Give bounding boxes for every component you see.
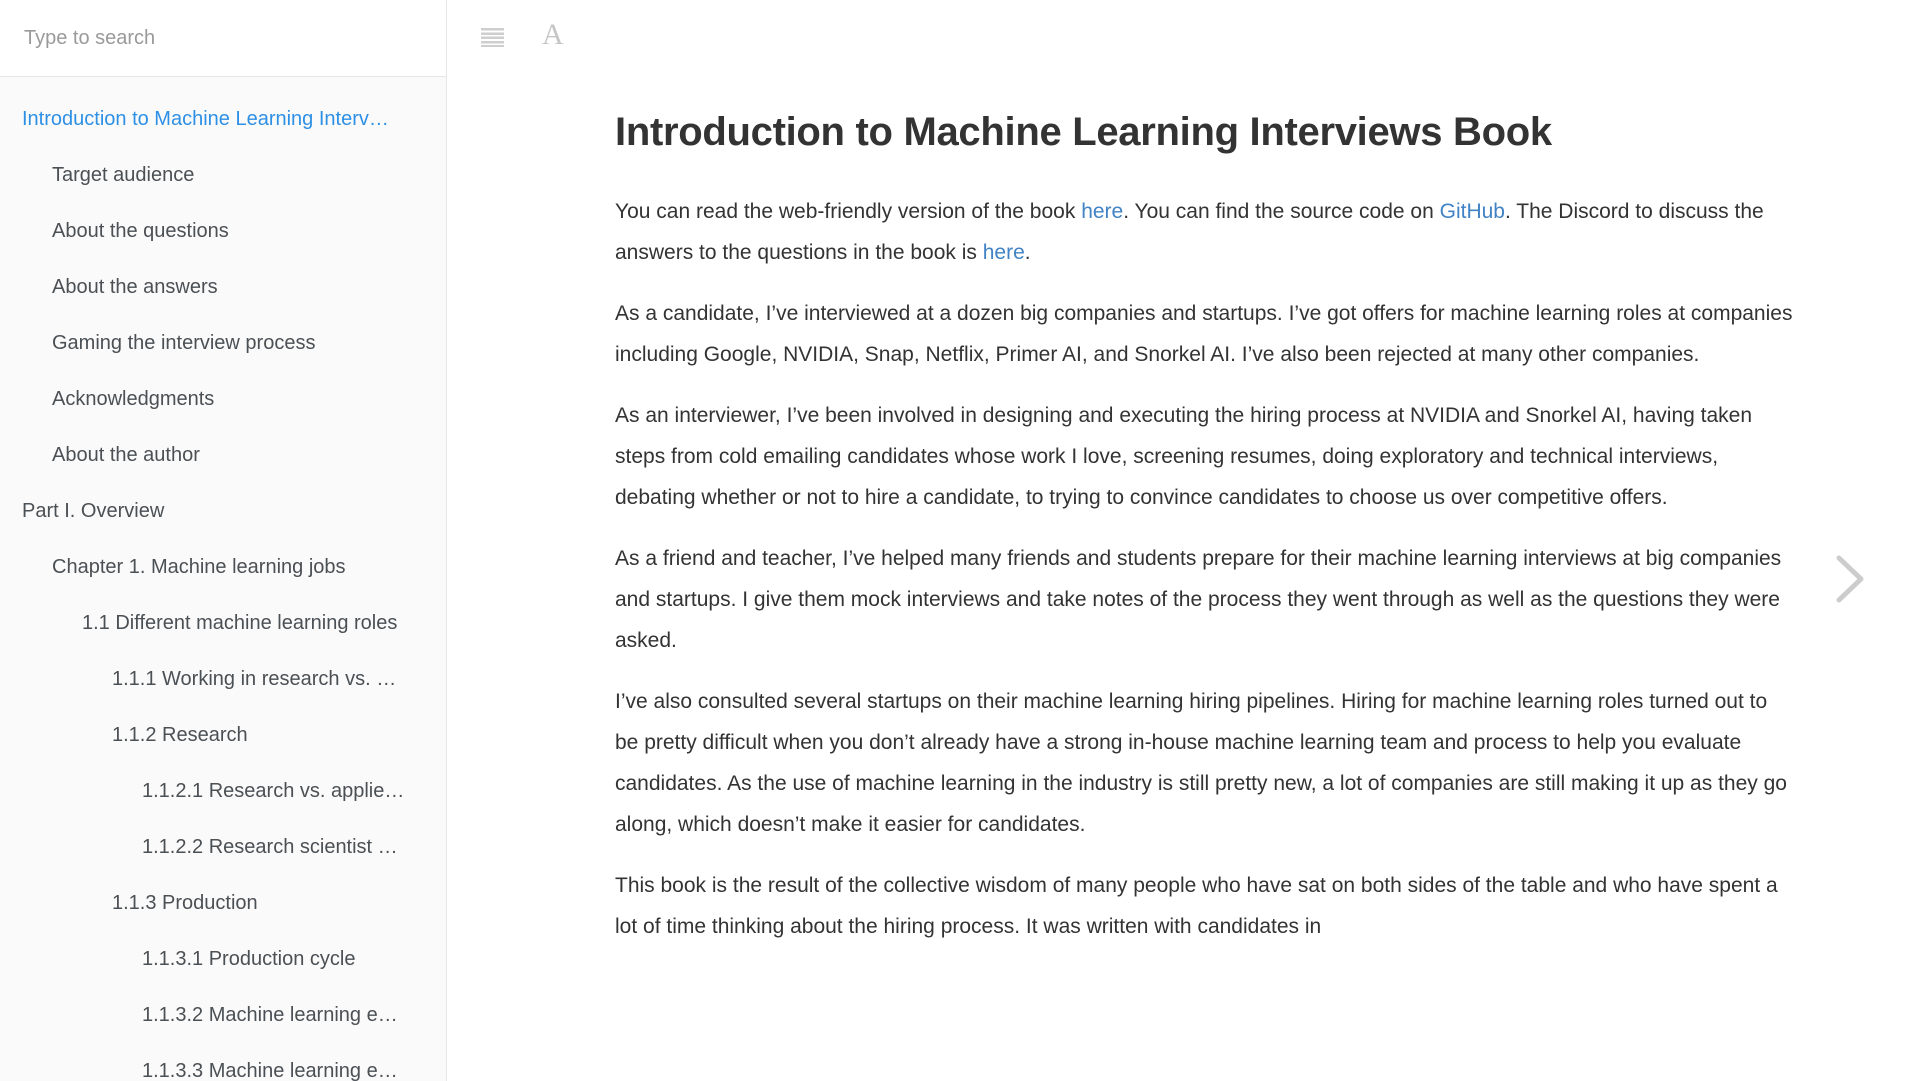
toc-item[interactable]: Acknowledgments [52, 388, 215, 410]
paragraph: As an interviewer, I’ve been involved in designing and executing the hiring process at NVIDIA and Snorkel AI, having taken steps from cold emailing candidates whose work I love, screening resumes, doing exploratory and technical interviews, debating whether or not to hire a candidate, to trying to convince candidates to choose us over competitive offers. [615, 404, 1753, 509]
next-page-button[interactable] [1834, 553, 1866, 605]
toc-item[interactable]: 1.1.1 Working in research vs. … [112, 668, 397, 690]
toc-item[interactable]: Part I. Overview [22, 500, 165, 522]
menu-icon[interactable] [481, 28, 504, 47]
toolbar [448, 0, 1920, 80]
paragraph: As a friend and teacher, I’ve helped many friends and students prepare for their machine learning interviews at big companies and startups. I give them mock interviews and take notes of the process they went through as well as the questions they were asked. [615, 547, 1782, 652]
intro-text: . You can find the source code on [1123, 200, 1440, 223]
page-title: Introduction to Machine Learning Interviews Book [615, 110, 1552, 154]
toc-item[interactable]: 1.1.3.1 Production cycle [142, 948, 356, 970]
intro-text: . [1024, 241, 1031, 264]
page [615, 110, 1795, 947]
toc-item[interactable]: 1.1.3.2 Machine learning e… [142, 1004, 398, 1026]
chevron-right-icon [1834, 553, 1866, 605]
main-content [448, 0, 1920, 947]
intro-text: . The Discord to discuss the answers to the questions in the book is [615, 200, 1764, 264]
search-box [0, 0, 446, 77]
toc-item[interactable]: About the questions [52, 220, 229, 242]
paragraph: This book is the result of the collective wisdom of many people who have sat on both sides of the table and who have spent a lot of time thinking about the hiring process. It was written with candidates in [615, 874, 1778, 938]
toc-item[interactable]: 1.1.3 Production [112, 892, 258, 914]
toc-list [0, 77, 446, 1081]
toc-item[interactable]: Target audience [52, 164, 195, 186]
inline-link[interactable]: GitHub [1439, 200, 1505, 223]
page-paragraphs [615, 293, 1795, 947]
toc-item[interactable]: 1.1.2.2 Research scientist … [142, 836, 398, 858]
sidebar [0, 0, 447, 1081]
search-input[interactable] [22, 26, 424, 51]
toc-item[interactable]: About the answers [52, 276, 218, 298]
toc-item[interactable]: 1.1.2.1 Research vs. applie… [142, 780, 405, 802]
intro-paragraph [615, 191, 1795, 273]
toc-item[interactable]: Chapter 1. Machine learning jobs [52, 556, 346, 578]
toc-item[interactable]: Introduction to Machine Learning Interv… [22, 108, 389, 130]
paragraph: As a candidate, I’ve interviewed at a dozen big companies and startups. I’ve got offers for machine learning roles at companies including Google, NVIDIA, Snap, Netflix, Primer AI, and Snorkel AI. I’ve also been rejected at many other companies. [615, 302, 1793, 366]
toc-item[interactable]: Gaming the interview process [52, 332, 316, 354]
toc-item[interactable]: About the author [52, 444, 200, 466]
inline-link[interactable]: here [1081, 200, 1124, 223]
font-settings-icon[interactable]: A [542, 18, 564, 51]
toc-item[interactable]: 1.1 Different machine learning roles [82, 612, 398, 634]
toc-item[interactable]: 1.1.2 Research [112, 724, 248, 746]
inline-link[interactable]: here [982, 241, 1025, 264]
paragraph: I’ve also consulted several startups on their machine learning hiring pipelines. Hiring for machine learning roles turned out to be pretty difficult when you don’t already have a strong in-house machine learning team and process to help you evaluate candidates. As the use of machine learning in the industry is still pretty new, a lot of companies are still making it up as they go along, which doesn’t make it easier for candidates. [615, 690, 1787, 836]
intro-text: You can read the web-friendly version of the book [615, 200, 1082, 223]
toc-item[interactable]: 1.1.3.3 Machine learning e… [142, 1060, 398, 1081]
